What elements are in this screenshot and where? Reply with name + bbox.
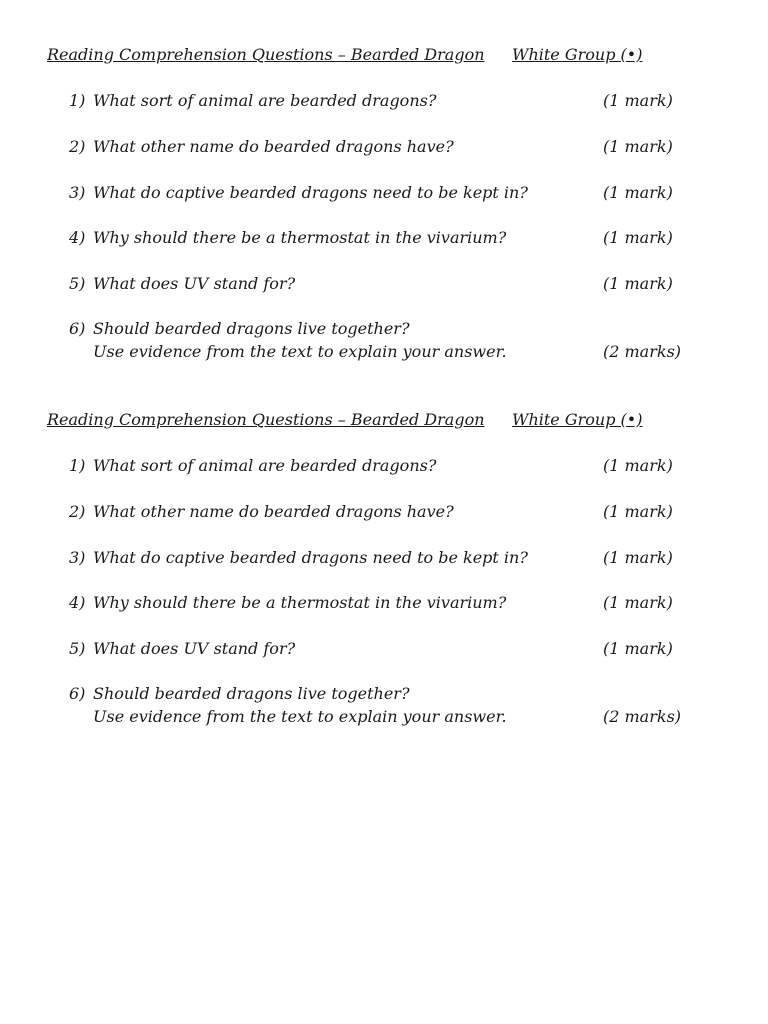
question-marks: (2 marks)	[603, 342, 682, 361]
question-item-4	[0, 593, 768, 617]
question-item-3	[0, 183, 768, 207]
question-item-5	[0, 274, 768, 298]
question-number: 5)	[69, 274, 86, 293]
section-title: Reading Comprehension Questions – Bearded Dragon	[47, 45, 485, 64]
question-text: Why should there be a thermostat in the vivarium?	[93, 593, 507, 612]
question-number: 5)	[69, 639, 86, 658]
question-number: 4)	[69, 593, 86, 612]
question-text: What other name do bearded dragons have?	[93, 502, 454, 521]
question-marks: (1 mark)	[603, 639, 673, 658]
question-item-2	[0, 137, 768, 161]
question-text: What do captive bearded dragons need to be kept in?	[93, 183, 528, 202]
question-text: What sort of animal are bearded dragons?	[93, 456, 437, 475]
question-text: Why should there be a thermostat in the vivarium?	[93, 228, 507, 247]
question-text: What does UV stand for?	[93, 639, 296, 658]
question-marks: (1 mark)	[603, 593, 673, 612]
question-marks: (1 mark)	[603, 228, 673, 247]
question-item-5	[0, 639, 768, 663]
question-number: 6)	[69, 684, 86, 703]
question-number: 1)	[69, 456, 86, 475]
question-text: What does UV stand for?	[93, 274, 296, 293]
group-label: White Group (•)	[512, 45, 643, 64]
question-marks: (1 mark)	[603, 502, 673, 521]
question-item-2	[0, 502, 768, 526]
question-text: Should bearded dragons live together?	[93, 684, 410, 703]
question-number: 2)	[69, 502, 86, 521]
worksheet-section-1	[0, 45, 768, 375]
question-marks: (1 mark)	[603, 91, 673, 110]
worksheet-section-2	[0, 410, 768, 740]
question-marks: (1 mark)	[603, 183, 673, 202]
question-number: 4)	[69, 228, 86, 247]
question-item-1	[0, 91, 768, 115]
question-text-line-2: Use evidence from the text to explain your answer.	[93, 342, 507, 361]
question-number: 3)	[69, 183, 86, 202]
group-label: White Group (•)	[512, 410, 643, 429]
question-text: Should bearded dragons live together?	[93, 319, 410, 338]
question-text: What other name do bearded dragons have?	[93, 137, 454, 156]
question-number: 6)	[69, 319, 86, 338]
question-marks: (1 mark)	[603, 274, 673, 293]
question-text: What do captive bearded dragons need to be kept in?	[93, 548, 528, 567]
question-item-4	[0, 228, 768, 252]
question-text: What sort of animal are bearded dragons?	[93, 91, 437, 110]
question-number: 1)	[69, 91, 86, 110]
question-marks: (1 mark)	[603, 137, 673, 156]
section-title: Reading Comprehension Questions – Bearded Dragon	[47, 410, 485, 429]
question-item-6	[0, 684, 768, 732]
question-text-line-2: Use evidence from the text to explain your answer.	[93, 707, 507, 726]
question-number: 3)	[69, 548, 86, 567]
question-number: 2)	[69, 137, 86, 156]
question-marks: (2 marks)	[603, 707, 682, 726]
question-marks: (1 mark)	[603, 456, 673, 475]
question-item-6	[0, 319, 768, 367]
question-marks: (1 mark)	[603, 548, 673, 567]
question-item-3	[0, 548, 768, 572]
question-item-1	[0, 456, 768, 480]
